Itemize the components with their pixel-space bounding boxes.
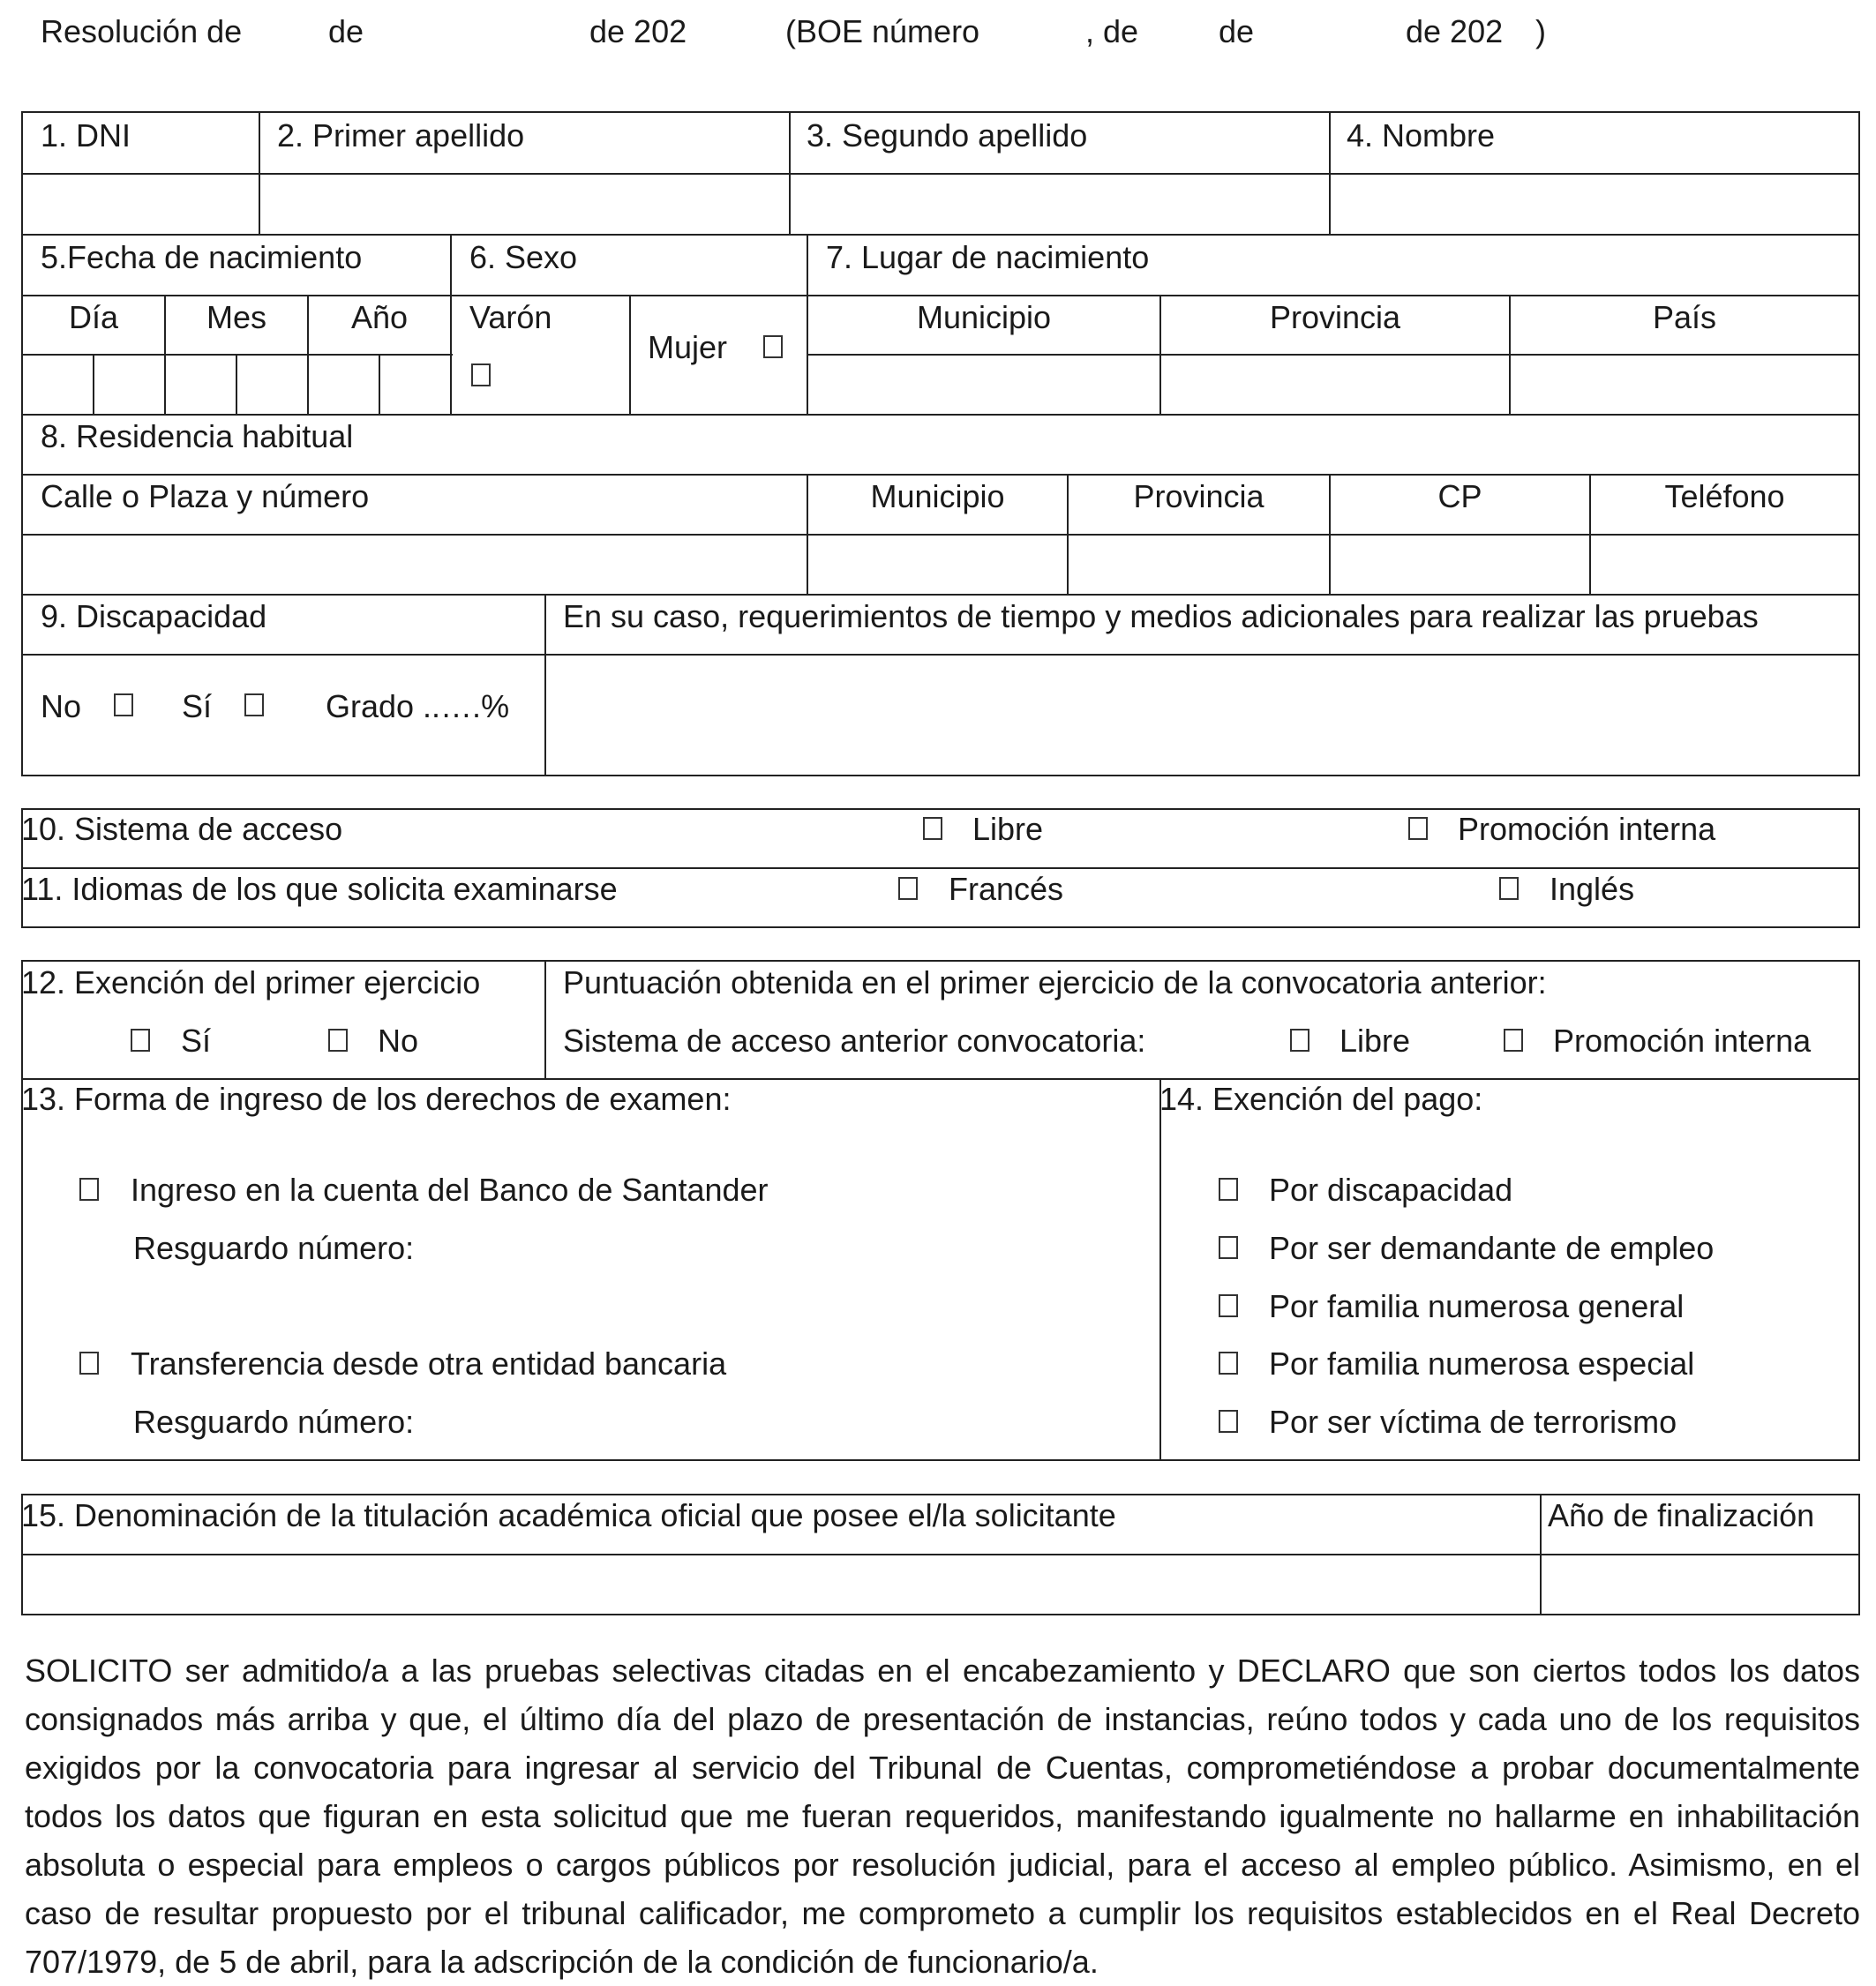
acceso-promocion-checkbox[interactable]	[1408, 817, 1428, 840]
anio-finalizacion-field[interactable]	[1542, 1555, 1858, 1614]
ingles-checkbox[interactable]	[1499, 877, 1519, 900]
pago-terrorismo-label: Por ser víctima de terrorismo	[1269, 1404, 1677, 1440]
dni-field[interactable]	[23, 175, 259, 234]
nacimiento-provincia-label: Provincia	[1269, 299, 1401, 335]
header-de-202-1: de 202	[589, 13, 687, 49]
requerimientos-label: En su caso, requerimientos de tiempo y medios adicionales para realizar las pruebas	[563, 598, 1759, 634]
declaracion-text: SOLICITO ser admitido/a a las pruebas selectivas citadas en el encabezamiento y DECLARO que son ciertos todos los datos consignados más arriba y que, el último día del plazo de presentación de instancias, reúno todos y cada uno de los requisitos exigidos por la convocatoria para ingresar al servicio del Tribunal de Cuentas, comprometiéndose a probar documentalmente todos los datos que figuran en esta solicitud que me fueran requeridos, manifestando igualmente no hallarme en inhabilitación absoluta o especial para empleos o cargos públicos por resolución judicial, para el acceso al empleo público. Asimismo, en el caso de resultar propuesto por el tribunal calificador, me comprometo a cumplir los requisitos establecidos en el Real Decreto 707/1979, de 5 de abril, para la adscripción de la condición de funcionario/a.	[25, 1653, 1860, 1980]
discapacidad-si-checkbox[interactable]	[244, 693, 264, 716]
varon-label: Varón	[469, 299, 552, 335]
exencion-primer-ejercicio-label: 12. Exención del primer ejercicio	[21, 964, 481, 1000]
header-de-1: de	[328, 13, 364, 49]
titulacion-label: 15. Denominación de la titulación académica oficial que posee el/la solicitante	[21, 1497, 1116, 1533]
nacimiento-municipio-label: Municipio	[916, 299, 1052, 335]
mujer-label: Mujer	[648, 329, 728, 365]
dia-label: Día	[68, 299, 119, 335]
anio-finalizacion-label: Año de finalización	[1548, 1497, 1815, 1533]
transferencia-label: Transferencia desde otra entidad bancaria	[131, 1345, 727, 1382]
primer-apellido-label: 2. Primer apellido	[277, 117, 525, 154]
header-de-2: de	[1219, 13, 1255, 49]
header-boe-numero: (BOE número	[785, 13, 980, 49]
forma-ingreso-label: 13. Forma de ingreso de los derechos de examen:	[21, 1081, 732, 1117]
header-close-paren: )	[1535, 13, 1546, 49]
residencia-provincia-label: Provincia	[1133, 478, 1264, 514]
pago-familia-especial-label: Por familia numerosa especial	[1269, 1345, 1695, 1382]
telefono-label: Teléfono	[1664, 478, 1785, 514]
pago-terrorismo-checkbox[interactable]	[1219, 1410, 1238, 1433]
titulacion-field[interactable]	[23, 1555, 1540, 1614]
residencia-municipio-label: Municipio	[870, 478, 1005, 514]
resguardo-2-label: Resguardo número:	[133, 1404, 415, 1440]
discapacidad-si-label: Sí	[182, 688, 213, 724]
nombre-field[interactable]	[1331, 175, 1858, 234]
grado-label: Grado ..….%	[326, 688, 510, 724]
idiomas-label: 11. Idiomas de los que solicita examinarse	[21, 871, 618, 907]
lugar-nacimiento-label: 7. Lugar de nacimiento	[826, 239, 1150, 275]
anio-label: Año	[350, 299, 409, 335]
anterior-promocion-label: Promoción interna	[1553, 1023, 1812, 1059]
telefono-field[interactable]	[1591, 536, 1858, 594]
discapacidad-label: 9. Discapacidad	[41, 598, 267, 634]
pago-familia-general-checkbox[interactable]	[1219, 1294, 1238, 1317]
anterior-libre-label: Libre	[1339, 1023, 1411, 1059]
fecha-nacimiento-field[interactable]	[23, 356, 450, 414]
nacimiento-pais-label: País	[1652, 299, 1717, 335]
cp-field[interactable]	[1331, 536, 1589, 594]
acceso-promocion-label: Promoción interna	[1458, 811, 1716, 847]
nacimiento-provincia-field[interactable]	[1161, 356, 1509, 414]
pago-familia-especial-checkbox[interactable]	[1219, 1352, 1238, 1375]
resguardo-1-label: Resguardo número:	[133, 1230, 415, 1266]
calle-label: Calle o Plaza y número	[41, 478, 370, 514]
ingles-label: Inglés	[1550, 871, 1635, 907]
header-de-202-2: de 202	[1406, 13, 1504, 49]
anterior-promocion-checkbox[interactable]	[1504, 1029, 1523, 1052]
ingreso-santander-checkbox[interactable]	[79, 1178, 99, 1201]
residencia-municipio-field[interactable]	[808, 536, 1067, 594]
pago-familia-general-label: Por familia numerosa general	[1269, 1288, 1685, 1324]
cp-label: CP	[1437, 478, 1482, 514]
primer-apellido-field[interactable]	[260, 175, 789, 234]
varon-checkbox[interactable]	[471, 363, 491, 386]
sistema-anterior-label: Sistema de acceso anterior convocatoria:	[563, 1023, 1146, 1059]
segundo-apellido-label: 3. Segundo apellido	[807, 117, 1088, 154]
anterior-libre-checkbox[interactable]	[1290, 1029, 1309, 1052]
header-comma-de: , de	[1085, 13, 1139, 49]
exencion-si-label: Sí	[181, 1023, 212, 1059]
nombre-label: 4. Nombre	[1347, 117, 1496, 154]
discapacidad-no-checkbox[interactable]	[114, 693, 133, 716]
exencion-pago-label: 14. Exención del pago:	[1159, 1081, 1483, 1117]
exencion-si-checkbox[interactable]	[131, 1029, 150, 1052]
residencia-provincia-field[interactable]	[1069, 536, 1329, 594]
frances-label: Francés	[949, 871, 1064, 907]
pago-discapacidad-label: Por discapacidad	[1269, 1172, 1513, 1208]
frances-checkbox[interactable]	[898, 877, 918, 900]
dni-label: 1. DNI	[41, 117, 131, 154]
sistema-acceso-label: 10. Sistema de acceso	[21, 811, 343, 847]
exencion-no-label: No	[378, 1023, 419, 1059]
mes-label: Mes	[206, 299, 266, 335]
acceso-libre-label: Libre	[972, 811, 1044, 847]
residencia-label: 8. Residencia habitual	[41, 418, 354, 454]
pago-demandante-checkbox[interactable]	[1219, 1236, 1238, 1259]
puntuacion-label: Puntuación obtenida en el primer ejercicio de la convocatoria anterior:	[563, 964, 1547, 1000]
segundo-apellido-field[interactable]	[791, 175, 1329, 234]
acceso-libre-checkbox[interactable]	[923, 817, 942, 840]
nacimiento-municipio-field[interactable]	[808, 356, 1159, 414]
sexo-label: 6. Sexo	[469, 239, 578, 275]
calle-field[interactable]	[23, 536, 807, 594]
header-resolucion: Resolución de	[41, 13, 243, 49]
exencion-no-checkbox[interactable]	[328, 1029, 348, 1052]
transferencia-checkbox[interactable]	[79, 1352, 99, 1375]
pago-discapacidad-checkbox[interactable]	[1219, 1178, 1238, 1201]
pago-demandante-label: Por ser demandante de empleo	[1269, 1230, 1715, 1266]
nacimiento-pais-field[interactable]	[1511, 356, 1858, 414]
ingreso-santander-label: Ingreso en la cuenta del Banco de Santander	[131, 1172, 769, 1208]
fecha-nacimiento-label: 5.Fecha de nacimiento	[41, 239, 363, 275]
requerimientos-field[interactable]	[546, 656, 1858, 775]
mujer-checkbox[interactable]	[763, 335, 783, 358]
discapacidad-no-label: No	[41, 688, 82, 724]
